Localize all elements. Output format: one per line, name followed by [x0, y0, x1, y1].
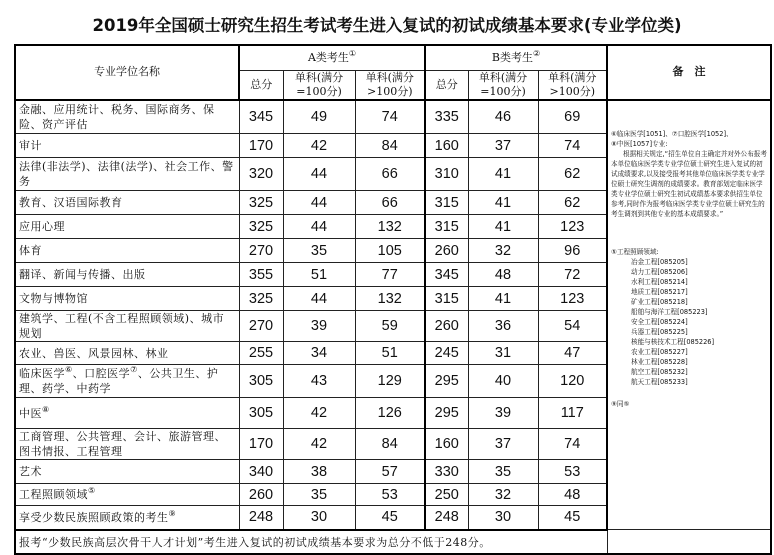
a-single-eq100: 44 [283, 158, 355, 191]
header-a-total: 总分 [239, 70, 283, 100]
a-total: 340 [239, 460, 283, 484]
b-total: 260 [425, 239, 468, 263]
b-total: 160 [425, 429, 468, 460]
row-name: 工商管理、公共管理、会计、旅游管理、图书情报、工程管理 [15, 429, 239, 460]
b-total: 310 [425, 158, 468, 191]
b-single-eq100: 36 [468, 311, 538, 342]
row-name: 教育、汉语国际教育 [15, 191, 239, 215]
row-name: 体育 [15, 239, 239, 263]
row-name: 艺术 [15, 460, 239, 484]
a-single-gt100: 74 [355, 100, 425, 134]
a-single-eq100: 44 [283, 191, 355, 215]
footnote-mark: ⑤ [88, 486, 96, 495]
a-single-gt100: 66 [355, 158, 425, 191]
footnote-mark: ① [348, 48, 357, 58]
b-single-eq100: 40 [468, 365, 538, 398]
list-item: 林业工程[085228] [631, 357, 688, 366]
row-name: 农业、兽医、风景园林、林业 [15, 342, 239, 365]
b-single-eq100: 37 [468, 429, 538, 460]
a-single-eq100: 42 [283, 398, 355, 429]
b-single-gt100: 69 [538, 100, 607, 134]
b-total: 295 [425, 365, 468, 398]
a-single-gt100: 53 [355, 484, 425, 506]
header-notes: 备 注 [607, 45, 771, 100]
notes-cell [607, 100, 771, 530]
b-single-gt100: 96 [538, 239, 607, 263]
a-total: 305 [239, 365, 283, 398]
footnote-mark: ⑥ [65, 365, 73, 374]
b-single-gt100: 53 [538, 460, 607, 484]
a-single-gt100: 51 [355, 342, 425, 365]
a-total: 170 [239, 429, 283, 460]
a-single-eq100: 44 [283, 215, 355, 239]
note-medical [611, 129, 768, 219]
a-single-gt100: 132 [355, 215, 425, 239]
a-total: 325 [239, 191, 283, 215]
a-single-eq100: 35 [283, 239, 355, 263]
note-medical-body: 根据相关规定,“招生单位自主确定并对外公布报考本单位临床医学类专业学位硕士研究生进入复试的初试成绩要求,以及接受报考其他单位临床医学类专业学位硕士研究生调剂的成绩要求。教育部划定临床医学类专业学位硕士研究生初试成绩基本要求供招生单位参考,同时作为报考临床医学类专业学位硕士研究生的考生调剂到其他专业的基本成绩要求。” [611, 149, 767, 218]
b-single-gt100: 62 [538, 191, 607, 215]
a-single-eq100: 38 [283, 460, 355, 484]
footer-note: 报考“少数民族高层次骨干人才计划”考生进入复试的初试成绩基本要求为总分不低于248分。 [15, 530, 607, 554]
header-b-total: 总分 [425, 70, 468, 100]
score-requirements-table [14, 44, 772, 555]
a-single-gt100: 59 [355, 311, 425, 342]
b-total: 315 [425, 191, 468, 215]
row-name: 享受少数民族照顾政策的考生⑨ [15, 506, 239, 530]
b-total: 160 [425, 134, 468, 158]
b-total: 248 [425, 506, 468, 530]
a-total: 305 [239, 398, 283, 429]
b-total: 345 [425, 263, 468, 287]
b-single-eq100: 48 [468, 263, 538, 287]
b-single-gt100: 74 [538, 134, 607, 158]
header-b-single-eq100: 单科(满分 =100分) [468, 70, 538, 100]
b-single-eq100: 41 [468, 158, 538, 191]
note-engineering-list [611, 257, 768, 387]
header-a-single-eq100: 单科(满分 =100分) [283, 70, 355, 100]
a-single-eq100: 43 [283, 365, 355, 398]
b-single-eq100: 32 [468, 239, 538, 263]
b-single-eq100: 35 [468, 460, 538, 484]
a-single-eq100: 42 [283, 429, 355, 460]
b-single-gt100: 48 [538, 484, 607, 506]
note-medical-heading-2: ⑧中医[1057]专业: [611, 139, 668, 148]
note-engineering [611, 247, 768, 387]
note-minority: ⑨同⑤ [611, 399, 630, 408]
list-item: 核能与核技术工程[085226] [631, 337, 715, 346]
list-item: 动力工程[085206] [631, 267, 688, 276]
b-single-gt100: 123 [538, 215, 607, 239]
footnote-mark: ⑧ [42, 404, 50, 414]
a-total: 355 [239, 263, 283, 287]
b-single-eq100: 30 [468, 506, 538, 530]
b-total: 295 [425, 398, 468, 429]
a-single-eq100: 34 [283, 342, 355, 365]
b-total: 335 [425, 100, 468, 134]
header-name-column: 专业学位名称 [15, 45, 239, 100]
list-item: 航空工程[085232] [631, 367, 688, 376]
b-single-gt100: 45 [538, 506, 607, 530]
row-name: 应用心理 [15, 215, 239, 239]
footnote-mark: ⑨ [168, 508, 177, 518]
a-total: 320 [239, 158, 283, 191]
a-total: 248 [239, 506, 283, 530]
header-b-single-gt100: 单科(满分 >100分) [538, 70, 607, 100]
row-name: 审计 [15, 134, 239, 158]
a-total: 270 [239, 239, 283, 263]
b-single-gt100: 74 [538, 429, 607, 460]
footnote-mark: ⑦ [130, 365, 138, 374]
page-title: 2019年全国硕士研究生招生考试考生进入复试的初试成绩基本要求(专业学位类) [92, 16, 682, 35]
row-name: 金融、应用统计、税务、国际商务、保险、资产评估 [15, 100, 239, 134]
header-group-a: A类考生① [239, 45, 425, 70]
a-single-eq100: 44 [283, 287, 355, 311]
note-engineering-heading: ⑤工程照顾领域: [611, 247, 659, 256]
a-single-gt100: 129 [355, 365, 425, 398]
a-total: 260 [239, 484, 283, 506]
b-single-gt100: 54 [538, 311, 607, 342]
list-item: 冶金工程[085205] [631, 257, 688, 266]
list-item: 水利工程[085214] [631, 277, 688, 286]
a-total: 345 [239, 100, 283, 134]
note-medical-heading: ⑥临床医学[1051]、⑦口腔医学[1052]、 [611, 129, 733, 138]
header-a-single-gt100: 单科(满分 >100分) [355, 70, 425, 100]
row-name: 翻译、新闻与传播、出版 [15, 263, 239, 287]
b-single-eq100: 32 [468, 484, 538, 506]
b-single-eq100: 41 [468, 215, 538, 239]
list-item: 地质工程[085217] [631, 287, 688, 296]
b-total: 250 [425, 484, 468, 506]
list-item: 航天工程[085233] [631, 377, 688, 386]
a-single-gt100: 84 [355, 134, 425, 158]
b-single-gt100: 62 [538, 158, 607, 191]
b-single-gt100: 117 [538, 398, 607, 429]
b-total: 330 [425, 460, 468, 484]
table-row [15, 100, 771, 134]
b-total: 315 [425, 215, 468, 239]
b-total: 260 [425, 311, 468, 342]
list-item: 矿业工程[085218] [631, 297, 688, 306]
row-name: 法律(非法学)、法律(法学)、社会工作、警务 [15, 158, 239, 191]
b-single-eq100: 37 [468, 134, 538, 158]
b-single-gt100: 120 [538, 365, 607, 398]
a-total: 270 [239, 311, 283, 342]
list-item: 安全工程[085224] [631, 317, 688, 326]
footnote-mark: ② [532, 48, 541, 58]
b-single-eq100: 46 [468, 100, 538, 134]
list-item: 船舶与海洋工程[085223] [631, 307, 708, 316]
b-total: 245 [425, 342, 468, 365]
b-single-eq100: 41 [468, 191, 538, 215]
b-single-eq100: 41 [468, 287, 538, 311]
a-total: 325 [239, 215, 283, 239]
a-total: 325 [239, 287, 283, 311]
a-single-gt100: 132 [355, 287, 425, 311]
header-group-b: B类考生② [425, 45, 607, 70]
a-single-gt100: 105 [355, 239, 425, 263]
a-single-eq100: 49 [283, 100, 355, 134]
row-name: 临床医学⑥、口腔医学⑦、公共卫生、护理、药学、中药学 [15, 365, 239, 398]
a-single-gt100: 66 [355, 191, 425, 215]
row-name: 建筑学、工程(不含工程照顾领域)、城市规划 [15, 311, 239, 342]
a-single-gt100: 57 [355, 460, 425, 484]
a-single-gt100: 126 [355, 398, 425, 429]
a-single-eq100: 51 [283, 263, 355, 287]
b-total: 315 [425, 287, 468, 311]
a-single-gt100: 45 [355, 506, 425, 530]
b-single-gt100: 123 [538, 287, 607, 311]
a-total: 255 [239, 342, 283, 365]
a-single-eq100: 39 [283, 311, 355, 342]
a-single-gt100: 77 [355, 263, 425, 287]
row-name: 工程照顾领域⑤ [15, 484, 239, 506]
b-single-gt100: 72 [538, 263, 607, 287]
b-single-gt100: 47 [538, 342, 607, 365]
row-name: 中医⑧ [15, 398, 239, 429]
row-name: 文物与博物馆 [15, 287, 239, 311]
a-single-eq100: 35 [283, 484, 355, 506]
a-single-eq100: 42 [283, 134, 355, 158]
list-item: 农业工程[085227] [631, 347, 688, 356]
a-single-eq100: 30 [283, 506, 355, 530]
b-single-eq100: 39 [468, 398, 538, 429]
a-single-gt100: 84 [355, 429, 425, 460]
b-single-eq100: 31 [468, 342, 538, 365]
list-item: 兵器工程[085225] [631, 327, 688, 336]
a-total: 170 [239, 134, 283, 158]
